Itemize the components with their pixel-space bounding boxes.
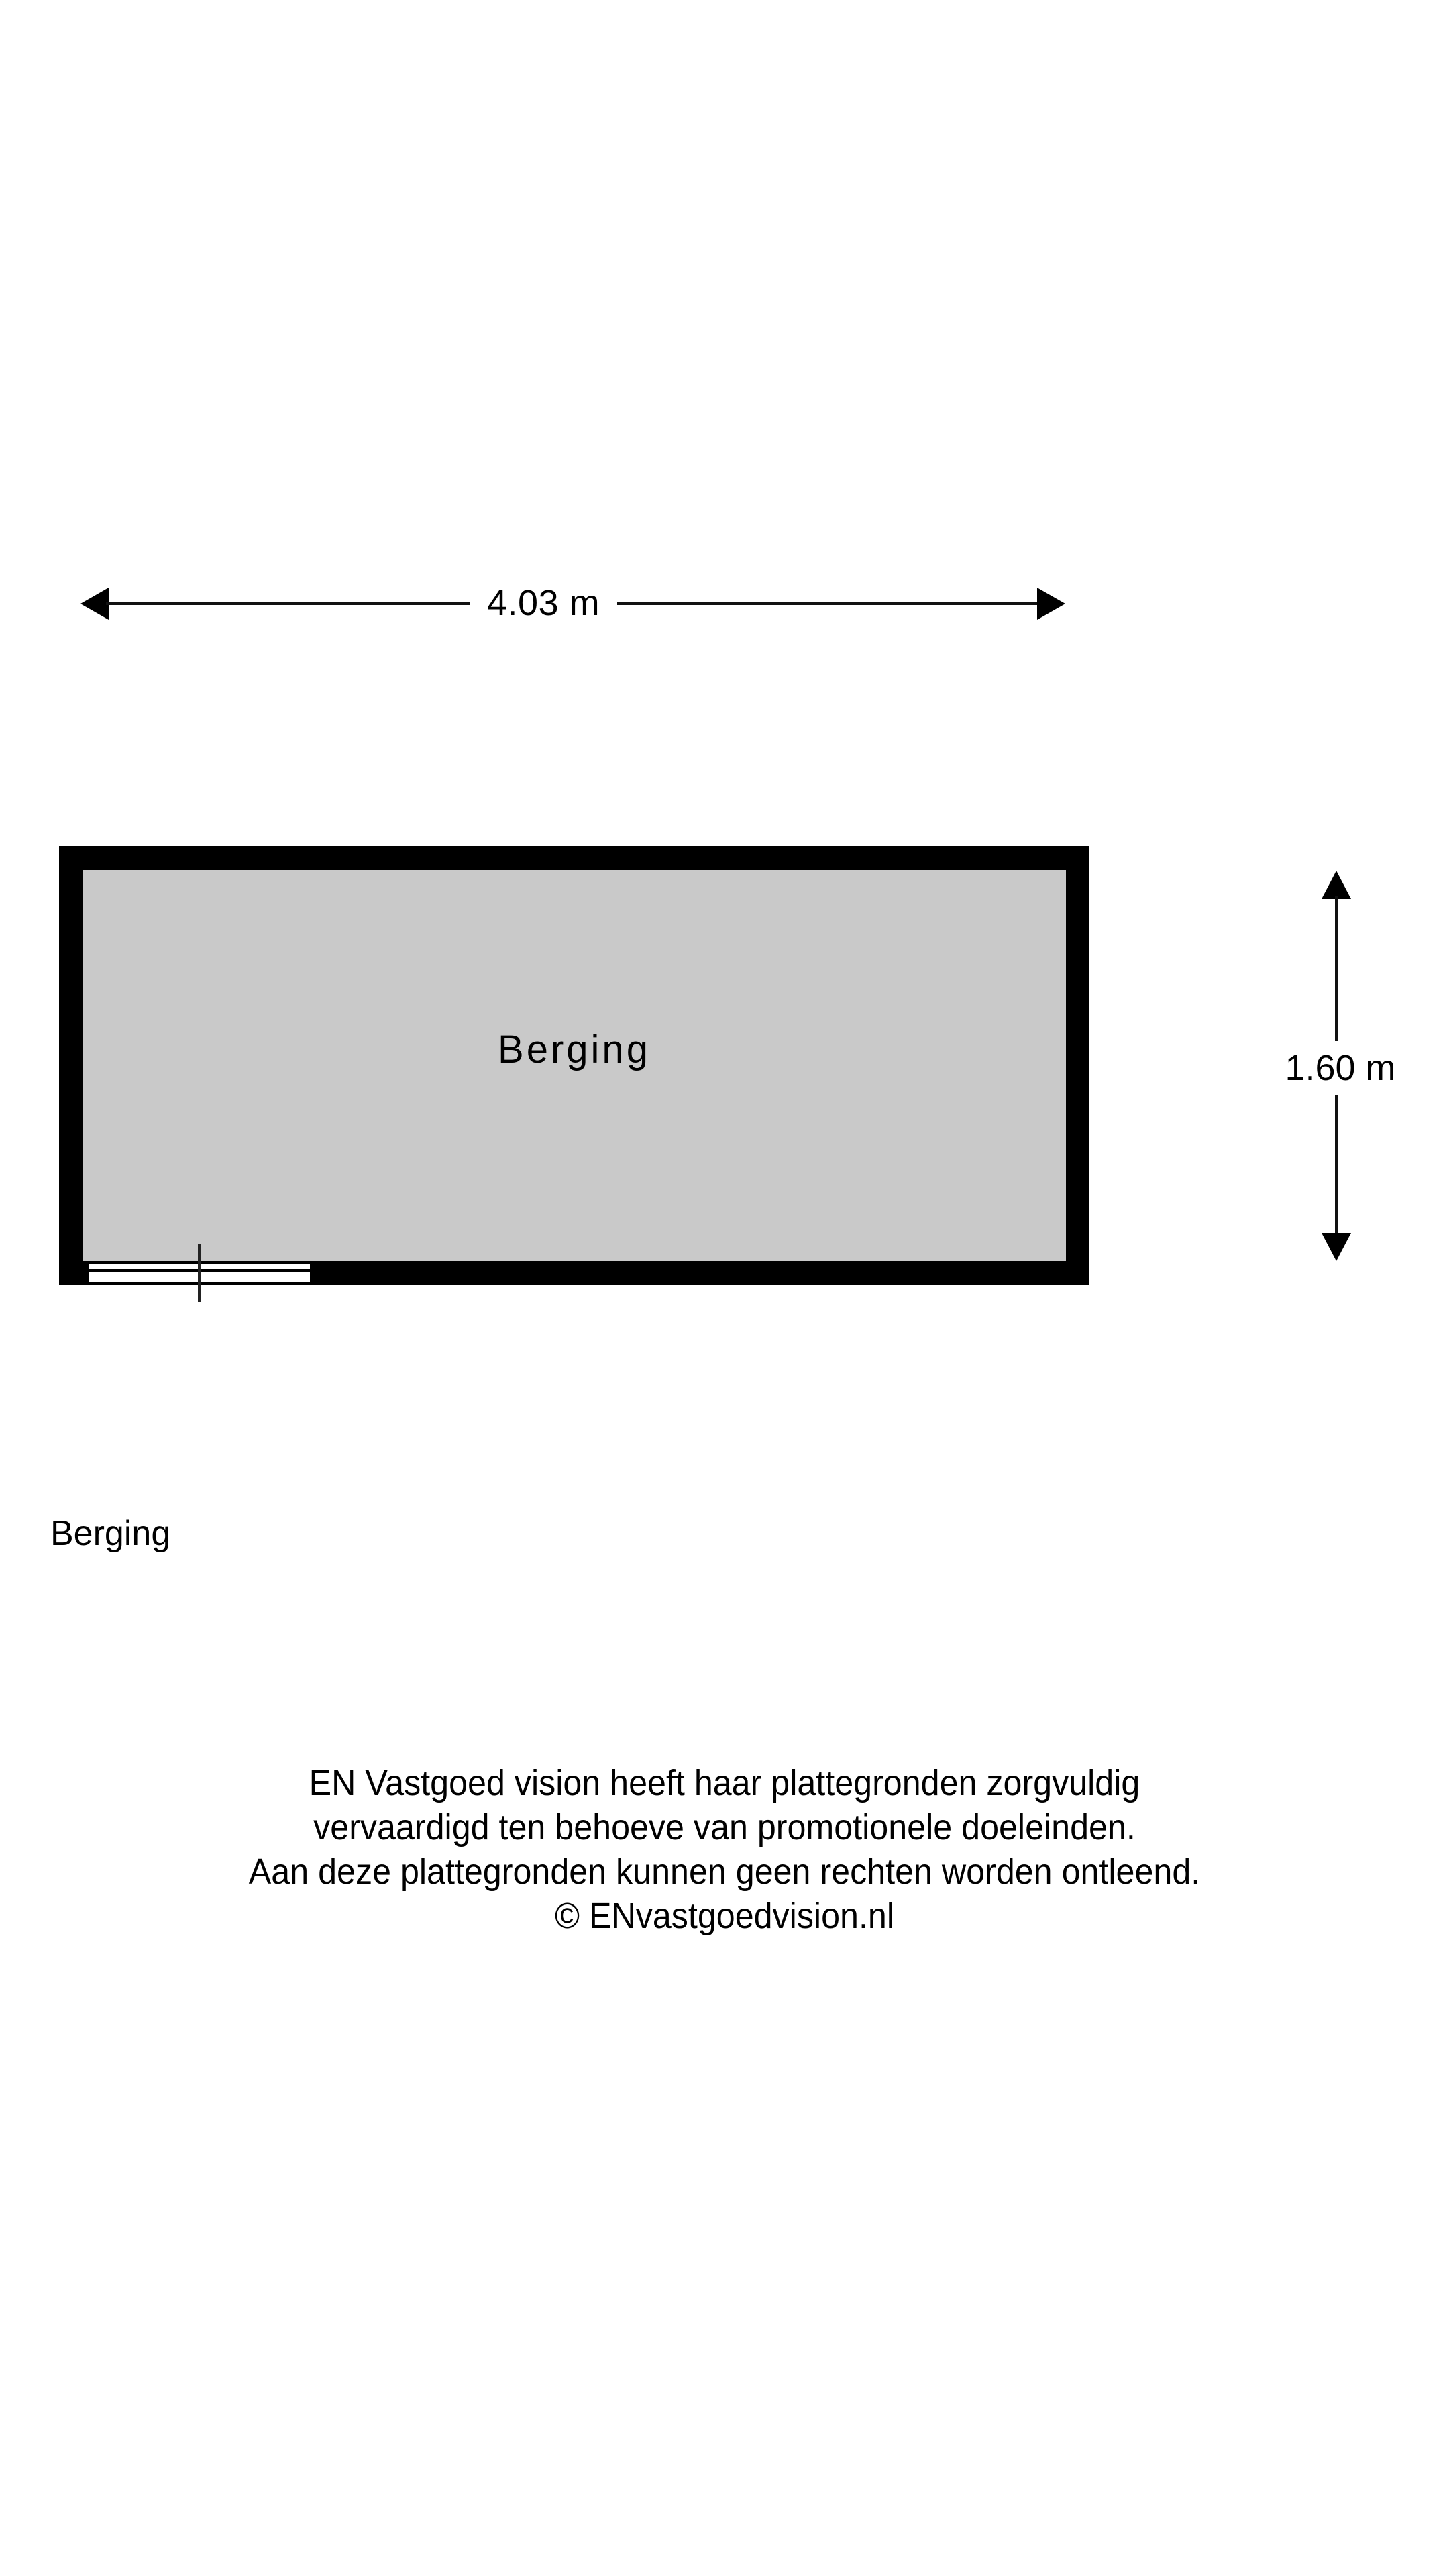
window-center-tick-icon	[198, 1244, 201, 1302]
disclaimer-line-2: vervaardigd ten behoeve van promotionele doeleinden.	[313, 1807, 1136, 1847]
disclaimer-block	[0, 1761, 1449, 1938]
legend-room-name: Berging	[50, 1514, 171, 1553]
disclaimer-copyright: © ENvastgoedvision.nl	[555, 1896, 894, 1936]
arrow-up-icon	[1322, 871, 1351, 899]
arrow-left-icon	[80, 588, 109, 620]
arrow-down-icon	[1322, 1233, 1351, 1261]
disclaimer-line-3: Aan deze plattegronden kunnen geen rechten worden ontleend.	[248, 1851, 1201, 1892]
arrow-right-icon	[1037, 588, 1065, 620]
dimension-horizontal-label: 4.03 m	[470, 585, 617, 621]
room-label-berging: Berging	[498, 1028, 651, 1071]
disclaimer-line-1: EN Vastgoed vision heeft haar plattegronden zorgvuldig	[309, 1763, 1140, 1803]
dimension-vertical-label: 1.60 m	[1249, 1041, 1432, 1095]
